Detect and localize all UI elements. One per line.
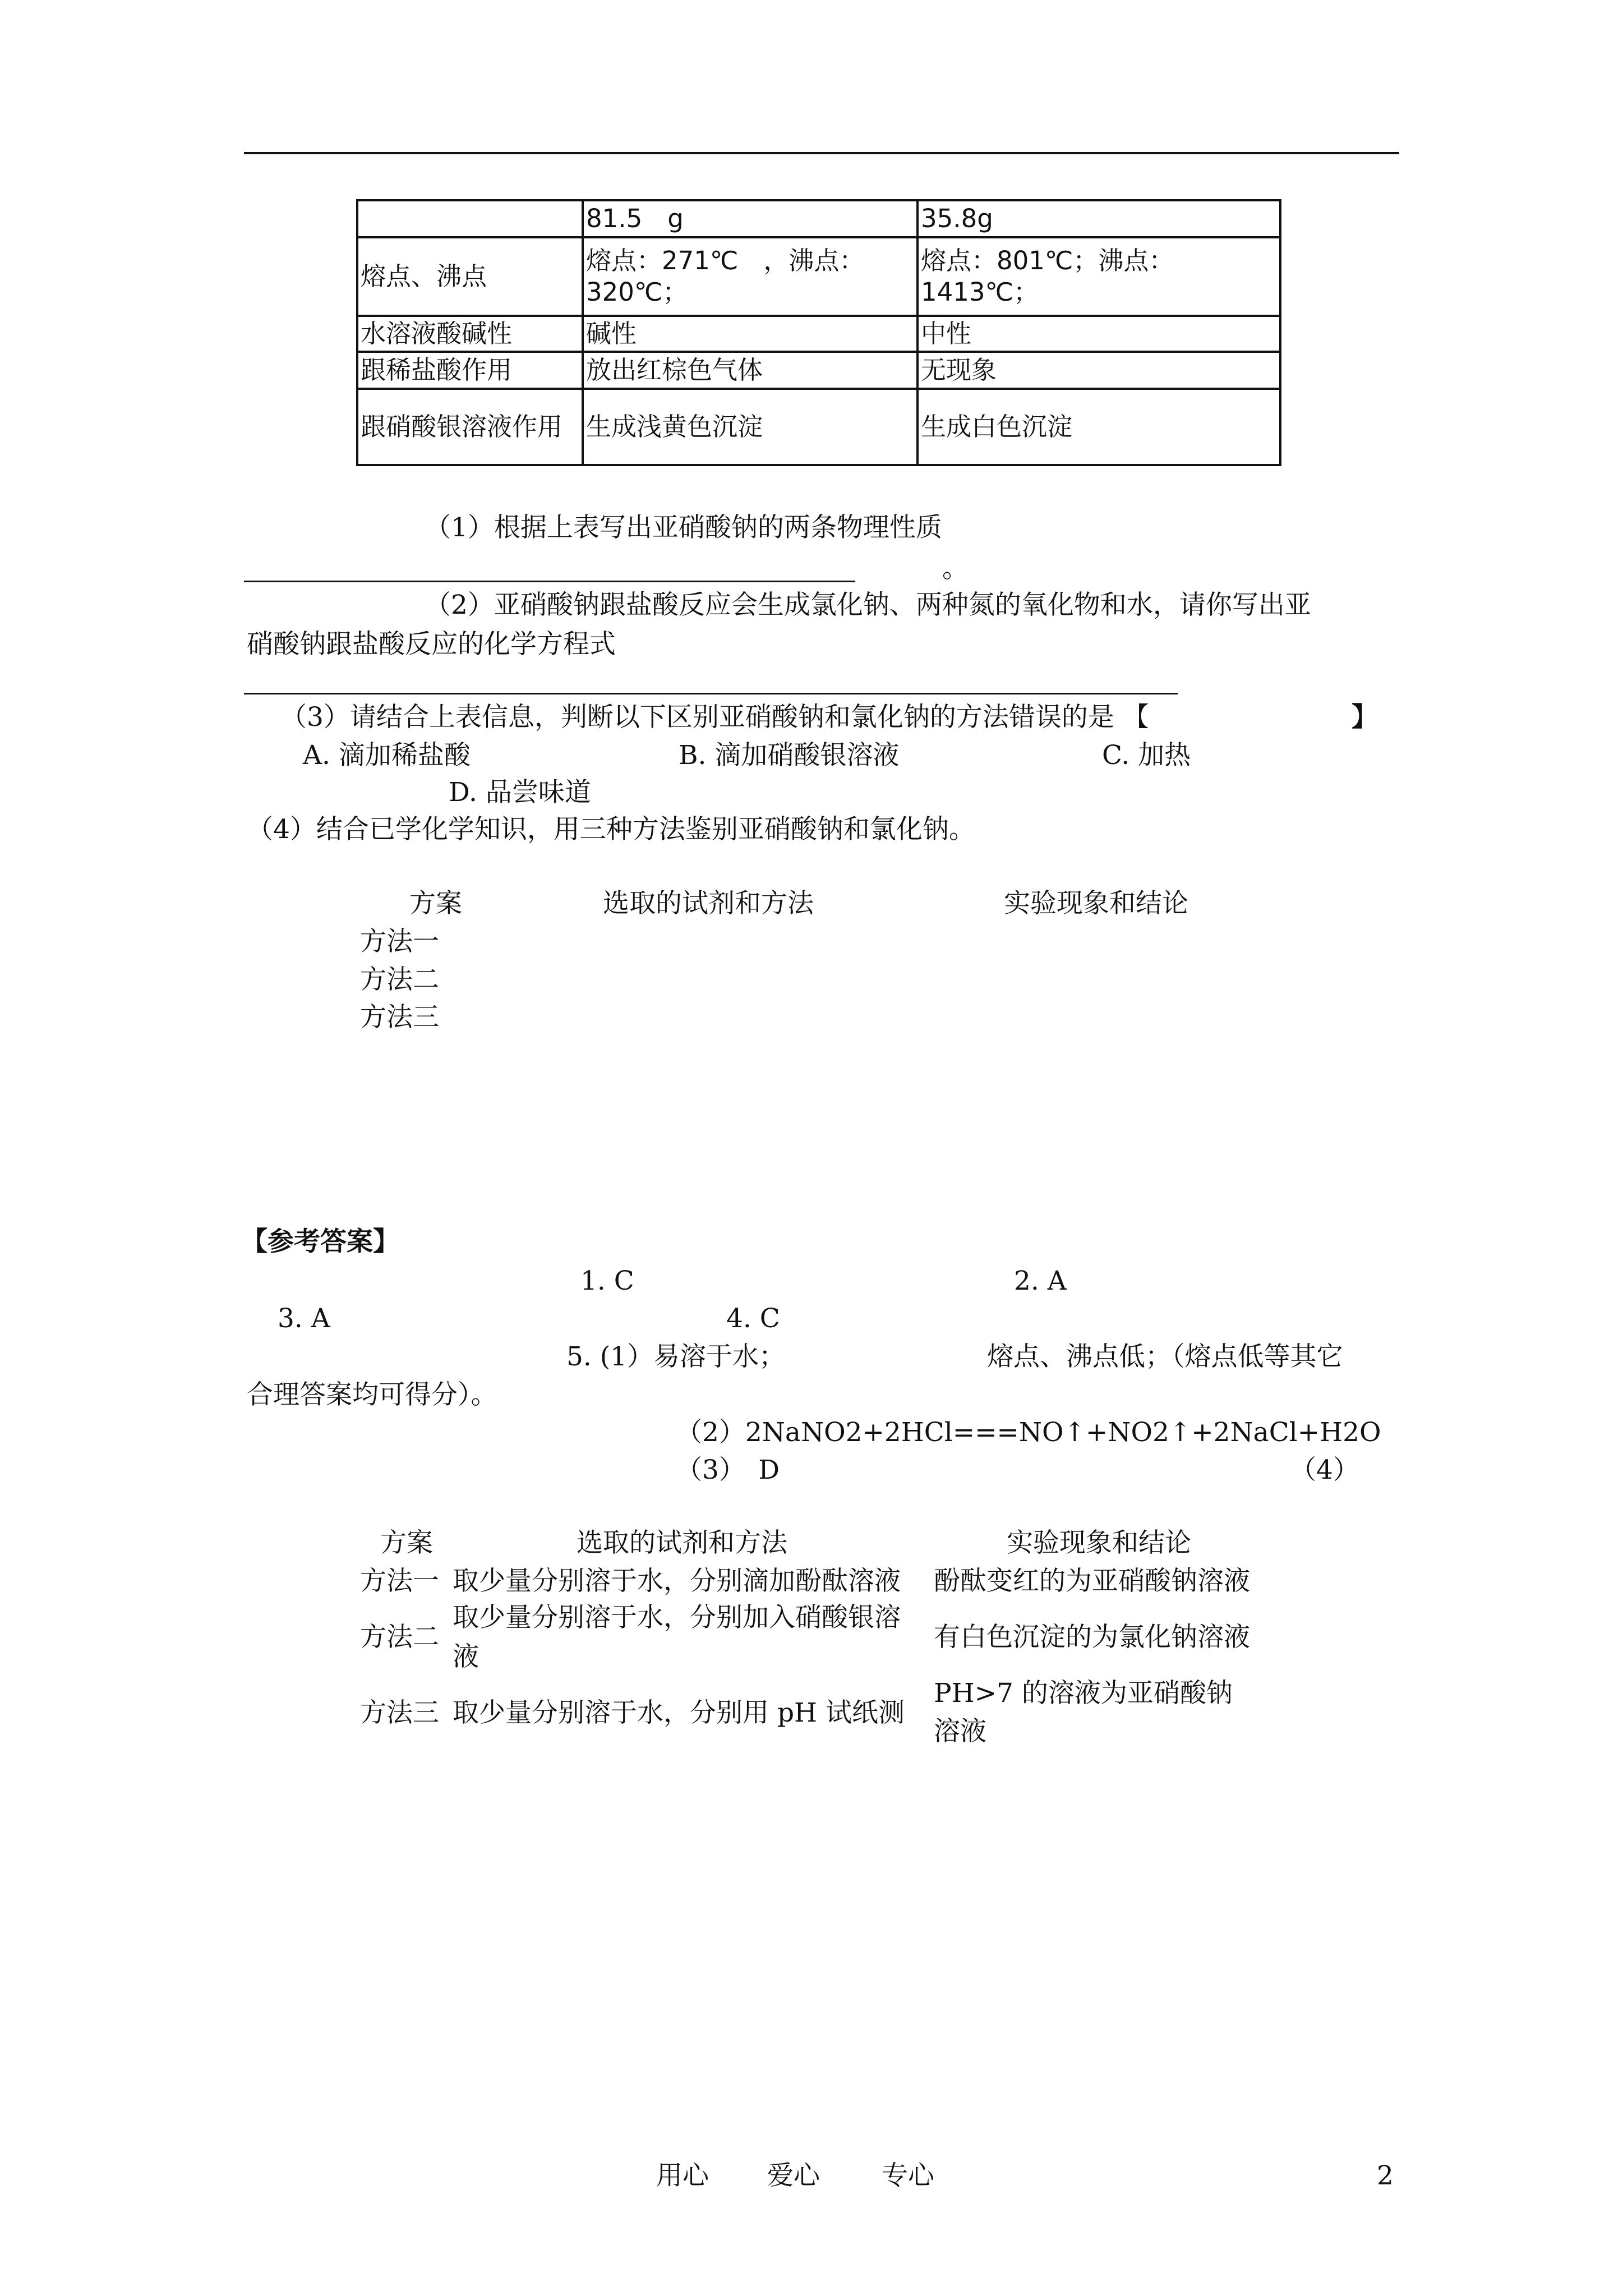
question-1-end: 。 bbox=[942, 553, 969, 584]
answer-row3-result: PH>7 的溶液为亚硝酸钠 bbox=[934, 1678, 1233, 1709]
method-3: 方法三 bbox=[360, 1002, 439, 1033]
table-cell: 熔点、沸点 bbox=[357, 237, 583, 316]
answer-row2-plan: 方法二 bbox=[360, 1622, 439, 1653]
answer-2: 2. A bbox=[1014, 1266, 1067, 1296]
question-3: （3）请结合上表信息，判断以下区别亚硝酸钠和氯化钠的方法错误的是 【 bbox=[280, 702, 1149, 733]
answer-row1-plan: 方法一 bbox=[360, 1566, 439, 1596]
answer-5-4: （4） bbox=[1290, 1455, 1359, 1485]
question-2-line2: 硝酸钠跟盐酸反应的化学方程式 bbox=[247, 629, 616, 660]
header-result: 实验现象和结论 bbox=[1004, 888, 1188, 919]
answer-blank bbox=[244, 693, 1178, 694]
answer-header-plan: 方案 bbox=[380, 1527, 433, 1558]
page-number: 2 bbox=[1377, 2160, 1394, 2191]
answer-1: 1. C bbox=[580, 1266, 634, 1296]
header-plan: 方案 bbox=[409, 888, 462, 919]
answers-title: 【参考答案】 bbox=[241, 1226, 399, 1257]
answer-5-3: （3） D bbox=[676, 1455, 780, 1485]
option-c: C. 加热 bbox=[1102, 740, 1191, 771]
table-cell: 碱性 bbox=[583, 316, 917, 352]
table-cell: 无现象 bbox=[917, 352, 1280, 389]
answer-row2-result: 有白色沉淀的为氯化钠溶液 bbox=[934, 1622, 1250, 1653]
answer-header-method: 选取的试剂和方法 bbox=[577, 1527, 787, 1558]
answer-row3-method: 取少量分别溶于水，分别用 pH 试纸测 bbox=[453, 1697, 905, 1728]
footer-motto-2: 爱心 bbox=[767, 2160, 820, 2191]
header-method: 选取的试剂和方法 bbox=[603, 888, 814, 919]
answer-row2-method: 取少量分别溶于水，分别加入硝酸银溶 bbox=[453, 1602, 901, 1633]
table-cell: 跟硝酸银溶液作用 bbox=[357, 389, 583, 465]
answer-row1-result: 酚酞变红的为亚硝酸钠溶液 bbox=[934, 1566, 1250, 1596]
table-cell: 跟稀盐酸作用 bbox=[357, 352, 583, 389]
table-cell: 放出红棕色气体 bbox=[583, 352, 917, 389]
table-row bbox=[357, 352, 1280, 389]
answer-5-1c: 合理答案均可得分）。 bbox=[247, 1379, 497, 1410]
table-row bbox=[357, 316, 1280, 352]
answer-row3-plan: 方法三 bbox=[360, 1697, 439, 1728]
table-cell: 生成白色沉淀 bbox=[917, 389, 1280, 465]
table-cell: 81.5 g bbox=[583, 200, 917, 237]
question-4: （4）结合已学化学知识，用三种方法鉴别亚硝酸钠和氯化钠。 bbox=[247, 814, 975, 845]
properties-table bbox=[356, 199, 1281, 466]
footer-motto-1: 用心 bbox=[656, 2160, 709, 2191]
header-rule bbox=[244, 152, 1399, 154]
option-a: A. 滴加稀盐酸 bbox=[303, 740, 471, 771]
answer-3: 3. A bbox=[278, 1303, 330, 1334]
question-1: （1）根据上表写出亚硝酸钠的两条物理性质 bbox=[425, 512, 942, 543]
answer-row3-result-cont: 溶液 bbox=[934, 1716, 986, 1747]
table-cell: 生成浅黄色沉淀 bbox=[583, 389, 917, 465]
option-d: D. 品尝味道 bbox=[449, 777, 591, 808]
question-3-bracket: 】 bbox=[1352, 702, 1378, 733]
question-2-line1: （2）亚硝酸钠跟盐酸反应会生成氯化钠、两种氮的氧化物和水，请你写出亚 bbox=[425, 590, 1311, 620]
answer-row2-method-cont: 液 bbox=[453, 1641, 479, 1672]
option-b: B. 滴加硝酸银溶液 bbox=[679, 740, 900, 771]
answer-5-2: （2）2NaNO2+2HCl===NO↑+NO2↑+2NaCl+H2O bbox=[676, 1417, 1381, 1448]
answer-row1-method: 取少量分别溶于水，分别滴加酚酞溶液 bbox=[453, 1566, 901, 1596]
table-cell bbox=[357, 200, 583, 237]
table-cell: 中性 bbox=[917, 316, 1280, 352]
table-cell: 水溶液酸碱性 bbox=[357, 316, 583, 352]
table-cell: 熔点：271℃ ，沸点：320℃； bbox=[583, 237, 917, 316]
table-cell: 35.8g bbox=[917, 200, 1280, 237]
answer-4: 4. C bbox=[726, 1303, 780, 1334]
footer-motto-3: 专心 bbox=[882, 2160, 934, 2191]
answer-header-result: 实验现象和结论 bbox=[1007, 1527, 1191, 1558]
table-cell: 熔点：801℃；沸点：1413℃； bbox=[917, 237, 1280, 316]
answer-5-1a: 5. (1）易溶于水； bbox=[566, 1341, 786, 1372]
table-row bbox=[357, 200, 1280, 237]
answer-blank bbox=[244, 581, 855, 582]
method-1: 方法一 bbox=[360, 926, 439, 957]
answer-5-1b: 熔点、沸点低；（熔点低等其它 bbox=[987, 1341, 1343, 1372]
table-row bbox=[357, 389, 1280, 465]
table-row bbox=[357, 237, 1280, 316]
method-2: 方法二 bbox=[360, 964, 439, 995]
